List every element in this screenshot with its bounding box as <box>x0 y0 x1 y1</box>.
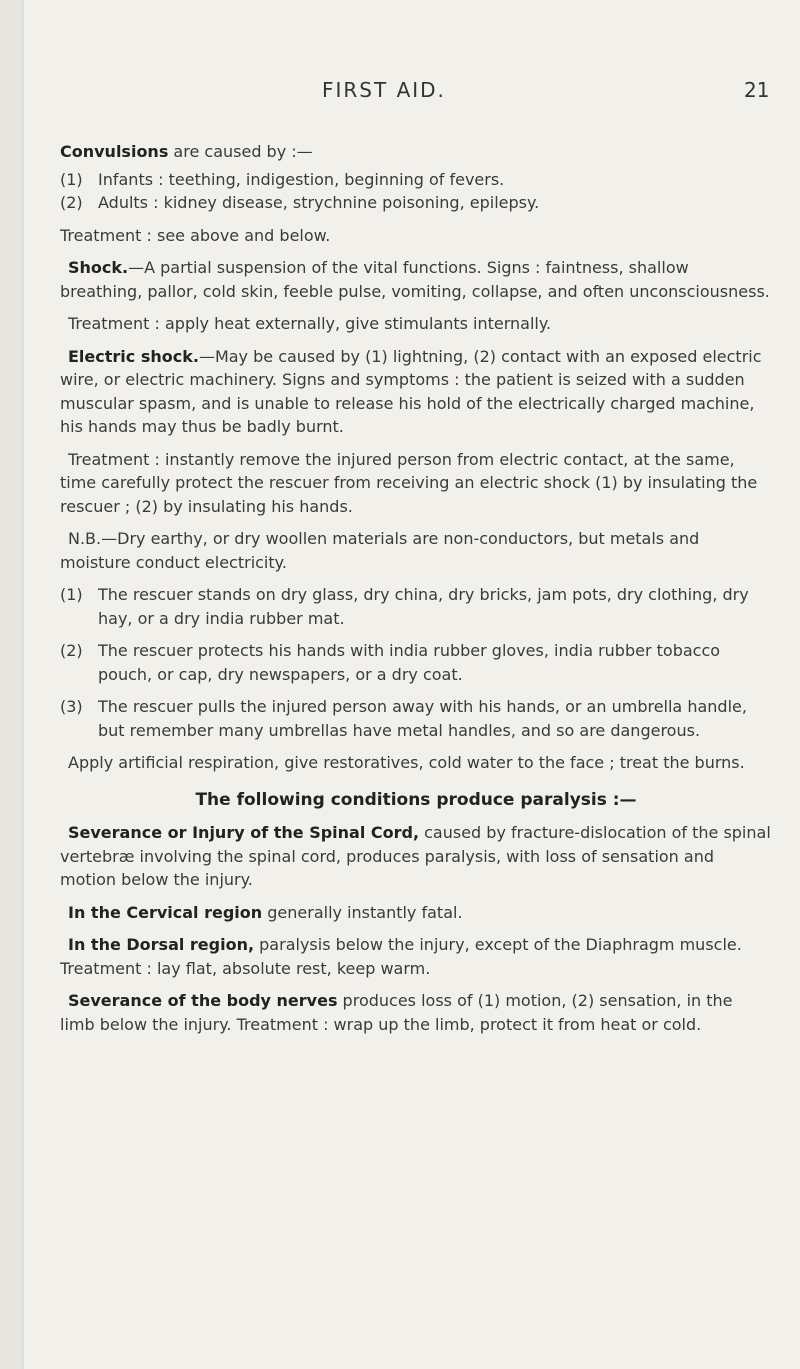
list-number: (2) <box>60 193 83 212</box>
list-text: The rescuer pulls the injured person away with his hands, or an umbrella handle, but remember many umbrellas have metal handles, and so are dangerous. <box>98 697 747 740</box>
spinal-text: caused by fracture-dislocation of the spinal vertebræ involving the spinal cord, produces paralysis, with loss of sensation and motion below the injury. <box>60 823 771 889</box>
cervical-text: generally instantly fatal. <box>262 902 463 922</box>
dorsal-heading: In the Dorsal region, <box>68 935 255 954</box>
electric-after: Apply artificial respiration, give restoratives, cold water to the face ; treat the burns. <box>68 753 745 772</box>
paralysis-heading: The following conditions produce paralysis :— <box>195 789 637 810</box>
shock-paragraph <box>60 256 772 303</box>
electric-paragraph <box>60 345 772 439</box>
nerves-paragraph <box>60 989 772 1036</box>
electric-treatment: Treatment : instantly remove the injured person from electric contact, at the same, time carefully protect the rescuer from receiving an electric shock (1) by insulating the rescuer ; (2) by insulating his hands. <box>60 449 758 516</box>
cervical-paragraph <box>60 901 772 925</box>
list-text: The rescuer stands on dry glass, dry china, dry bricks, jam pots, dry clothing, dry hay, or a dry india rubber mat. <box>98 585 749 628</box>
nerves-text: produces loss of (1) motion, (2) sensation, in the limb below the injury. Treatment : wrap up the limb, protect it from heat or cold. <box>60 991 733 1034</box>
convulsions-heading: Convulsions <box>60 142 169 161</box>
page-number: 21 <box>744 78 770 102</box>
page-body <box>60 140 772 1036</box>
dorsal-paragraph <box>60 933 772 980</box>
paralysis-heading-line <box>60 788 772 813</box>
nerves-heading: Severance of the body nerves <box>68 991 338 1010</box>
dorsal-text: paralysis below the injury, except of the Diaphragm muscle. Treatment : lay flat, absolute rest, keep warm. <box>60 935 742 978</box>
list-item <box>60 583 772 630</box>
list-text: Infants : teething, indigestion, beginning of fevers. <box>98 169 505 189</box>
list-text: The rescuer protects his hands with india rubber gloves, india rubber tobacco pouch, or cap, dry newspapers, or a dry coat. <box>98 641 721 684</box>
electric-heading: Electric shock. <box>68 346 199 366</box>
electric-text: —May be caused by (1) lightning, (2) contact with an exposed electric wire, or electric machinery. Signs and symptoms : the patient is seized with a sudden muscular spasm, and is unable to release his hold of the electrically charged machine, his hands may thus be badly burnt. <box>60 346 762 436</box>
shock-text: —A partial suspension of the vital functions. Signs : faintness, shallow breathing, pallor, cold skin, feeble pulse, vomiting, collapse, and often unconsciousness. <box>60 258 770 301</box>
page-edge <box>0 0 22 1369</box>
convulsions-intro: are caused by :— <box>168 142 313 161</box>
list-number: (1) <box>60 169 83 189</box>
spinal-paragraph <box>60 821 772 892</box>
list-text: Adults : kidney disease, strychnine poisoning, epilepsy. <box>98 193 540 212</box>
page-header <box>0 78 800 108</box>
shock-heading: Shock. <box>68 258 129 277</box>
list-item <box>60 168 772 192</box>
list-item <box>60 695 772 742</box>
page-edge-shadow <box>22 0 24 1369</box>
electric-nb: N.B.—Dry earthy, or dry woollen materials are non-conductors, but metals and moisture conduct electricity. <box>60 529 700 572</box>
spinal-heading: Severance or Injury of the Spinal Cord, <box>68 823 420 842</box>
list-item <box>60 191 772 215</box>
convulsions-paragraph <box>60 140 772 164</box>
running-title: FIRST AID. <box>322 78 446 102</box>
convulsions-treatment: Treatment : see above and below. <box>60 225 331 245</box>
list-number: (3) <box>60 697 83 716</box>
shock-treatment: Treatment : apply heat externally, give stimulants internally. <box>68 314 552 333</box>
list-number: (1) <box>60 585 83 604</box>
cervical-heading: In the Cervical region <box>68 902 263 922</box>
list-item <box>60 639 772 686</box>
list-number: (2) <box>60 641 83 660</box>
